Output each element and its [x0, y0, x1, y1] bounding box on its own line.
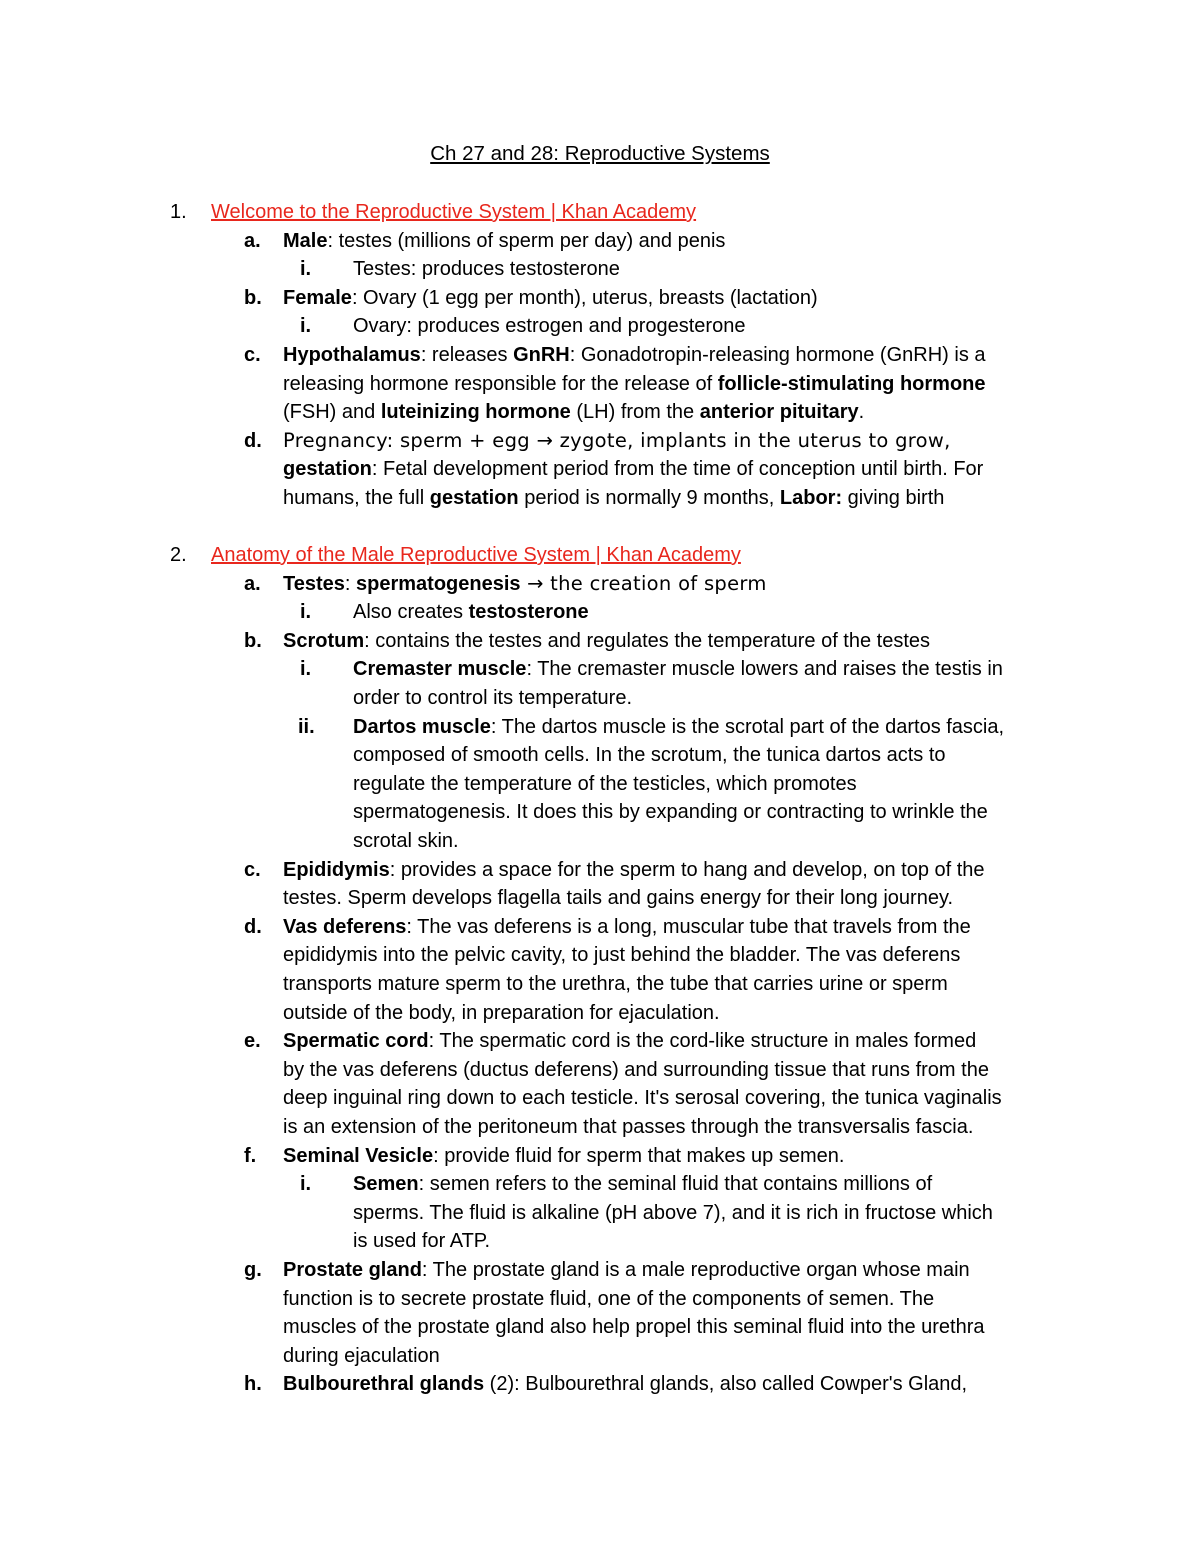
body-text: function is to secrete prostate fluid, one of the components of semen. The — [283, 1287, 935, 1310]
body-text: : Ovary (1 egg per month), uterus, breasts (lactation) — [351, 286, 818, 309]
bold-term: Dartos muscle — [353, 715, 491, 738]
bold-term: anterior pituitary — [699, 401, 859, 424]
subitem-marker: i. — [300, 258, 312, 281]
bold-term: Prostate gland — [283, 1259, 422, 1281]
body-text: deep inguinal ring down to each testicle. It's serosal covering, the tunica vaginalis — [283, 1087, 1002, 1110]
bold-term: Labor: — [779, 487, 843, 509]
body-text: Pregnancy: sperm + egg → zygote, implants in the uterus to grow, — [283, 428, 951, 452]
subitem-line — [353, 1227, 490, 1256]
body-text: composed of smooth cells. In the scrotum, the tunica dartos acts to — [353, 744, 946, 767]
item-line — [283, 884, 953, 913]
bold-term: GnRH — [513, 344, 570, 366]
subitem-line — [353, 713, 1004, 742]
bold-term: luteinizing hormone — [380, 401, 571, 424]
body-text: Testes: produces testosterone — [353, 258, 620, 281]
body-text: muscles of the prostate gland also help propel this seminal fluid into the urethra — [283, 1316, 985, 1339]
item-line — [283, 1056, 989, 1085]
item-line — [283, 1256, 970, 1285]
item-line — [283, 1285, 934, 1314]
body-text: : Gonadotropin-releasing hormone (GnRH) is a — [569, 344, 986, 366]
subitem-line — [353, 770, 857, 799]
bold-term: Spermatic cord — [283, 1030, 429, 1053]
subitem-line — [353, 827, 459, 856]
body-text: → the creation of sperm — [520, 571, 767, 595]
item-marker: c. — [244, 858, 261, 881]
body-text: releasing hormone responsible for the release of — [283, 372, 718, 395]
body-text: : The prostate gland is a male reproductive organ whose main — [421, 1259, 970, 1281]
subitem-line — [353, 1199, 993, 1228]
item-marker: g. — [244, 1259, 262, 1281]
body-text: : — [344, 572, 357, 595]
item-line — [283, 427, 951, 456]
subitem-marker: i. — [300, 601, 312, 624]
bold-term: Male — [283, 229, 328, 252]
item-marker: d. — [244, 915, 262, 938]
body-text: : releases — [420, 344, 514, 366]
item-marker: h. — [244, 1373, 262, 1396]
item-marker: d. — [244, 429, 262, 452]
bold-term: Testes — [283, 572, 345, 595]
item-line — [283, 913, 971, 942]
bold-term: Epididymis — [283, 858, 390, 881]
item-line — [283, 341, 986, 370]
body-text: during ejaculation — [283, 1344, 440, 1367]
item-marker: b. — [244, 629, 262, 652]
body-text: order to control its temperature. — [353, 687, 633, 709]
bold-term: gestation — [429, 487, 519, 509]
body-text: : The dartos muscle is the scrotal part of the dartos fascia, — [490, 715, 1005, 738]
item-marker: a. — [244, 229, 261, 252]
bold-term: Scrotum — [283, 629, 365, 652]
item-line — [283, 1342, 440, 1371]
bold-term: Semen — [353, 1173, 419, 1196]
item-line — [283, 398, 864, 427]
body-text: period is normally 9 months, — [518, 487, 780, 509]
body-text: scrotal skin. — [353, 830, 459, 852]
body-text: is an extension of the peritoneum that passes through the transversalis fascia. — [283, 1116, 974, 1138]
item-line — [283, 227, 725, 256]
item-line — [283, 484, 944, 513]
item-marker: c. — [244, 344, 261, 366]
bold-term: spermatogenesis — [356, 572, 521, 595]
body-text: epididymis into the pelvic cavity, to just behind the bladder. The vas deferens — [283, 944, 961, 967]
item-line — [283, 1084, 1002, 1113]
bold-term: Vas deferens — [283, 915, 407, 938]
body-text: : contains the testes and regulates the temperature of the testes — [364, 629, 931, 652]
section-number: 2. — [170, 544, 187, 566]
body-text: : testes (millions of sperm per day) and penis — [327, 229, 726, 252]
body-text: humans, the full — [283, 487, 430, 509]
subitem-line — [353, 655, 1003, 684]
bold-term: Female — [283, 286, 352, 309]
body-text: transports mature sperm to the urethra, the tube that carries urine or sperm — [283, 973, 948, 995]
body-text: (LH) from the — [570, 401, 700, 424]
subitem-line — [353, 741, 946, 770]
section-number: 1. — [170, 201, 187, 223]
item-line — [283, 1113, 973, 1142]
subitem-marker: i. — [300, 315, 312, 338]
body-text: (2): Bulbourethral glands, also called Cowper's Gland, — [484, 1373, 968, 1396]
bold-term: Seminal Vesicle — [283, 1144, 434, 1167]
item-line — [283, 455, 983, 484]
item-line — [283, 1027, 976, 1056]
item-line — [283, 1313, 985, 1342]
body-text: (FSH) and — [283, 401, 381, 424]
item-line — [283, 941, 960, 970]
item-marker: e. — [244, 1030, 261, 1053]
item-line — [283, 570, 767, 599]
body-text: : provides a space for the sperm to hang and develop, on top of the — [389, 858, 985, 881]
bold-term: follicle-stimulating hormone — [717, 372, 986, 395]
section-link[interactable]: Welcome to the Reproductive System | Khan Academy — [211, 201, 697, 223]
body-text: regulate the temperature of the testicles, which promotes — [353, 772, 857, 795]
body-text: Also creates — [353, 601, 469, 624]
section-link[interactable]: Anatomy of the Male Reproductive System | Khan Academy — [211, 544, 741, 566]
subitem-line — [353, 798, 988, 827]
body-text: spermatogenesis. It does this by expanding or contracting to wrinkle the — [353, 801, 988, 824]
item-line — [283, 1370, 967, 1399]
item-line — [283, 370, 986, 399]
body-text: . — [858, 401, 865, 424]
subitem-line — [353, 312, 745, 341]
body-text: : Fetal development period from the time of conception until birth. For — [371, 458, 984, 481]
body-text: testes. Sperm develops flagella tails and gains energy for their long journey. — [283, 887, 954, 910]
item-marker: f. — [244, 1144, 257, 1167]
page-title: Ch 27 and 28: Reproductive Systems — [430, 142, 770, 165]
body-text: : provide fluid for sperm that makes up semen. — [433, 1144, 845, 1167]
body-text: by the vas deferens (ductus deferens) and surrounding tissue that runs from the — [283, 1058, 989, 1081]
subitem-line — [353, 1170, 932, 1199]
bold-term: Hypothalamus — [283, 344, 421, 366]
bold-term: Cremaster muscle — [353, 658, 527, 681]
body-text: : semen refers to the seminal fluid that contains millions of — [418, 1173, 933, 1196]
item-marker: b. — [244, 286, 262, 309]
body-text: Ovary: produces estrogen and progesterone — [353, 315, 746, 338]
body-text: : The vas deferens is a long, muscular tube that travels from the — [406, 915, 971, 938]
bold-term: gestation — [283, 458, 372, 481]
subitem-marker: i. — [300, 658, 312, 681]
body-text: giving birth — [842, 487, 945, 509]
body-text: sperms. The fluid is alkaline (pH above 7), and it is rich in fructose which — [353, 1201, 993, 1224]
body-text: : The spermatic cord is the cord-like structure in males formed — [428, 1030, 977, 1053]
body-text: outside of the body, in preparation for ejaculation. — [283, 1001, 720, 1024]
bold-term: Bulbourethral glands — [283, 1373, 485, 1396]
body-text: is used for ATP. — [353, 1230, 491, 1253]
body-text: : The cremaster muscle lowers and raises the testis in — [526, 658, 1003, 681]
item-line — [283, 627, 930, 656]
bold-term: testosterone — [468, 601, 589, 624]
item-line — [283, 999, 720, 1028]
subitem-marker: ii. — [298, 715, 315, 738]
subitem-line — [353, 598, 589, 627]
subitem-line — [353, 255, 620, 284]
item-marker: a. — [244, 572, 261, 595]
item-line — [283, 856, 985, 885]
item-line — [283, 970, 948, 999]
subitem-line — [353, 684, 632, 713]
item-line — [283, 284, 818, 313]
item-line — [283, 1142, 844, 1171]
subitem-marker: i. — [300, 1173, 312, 1196]
